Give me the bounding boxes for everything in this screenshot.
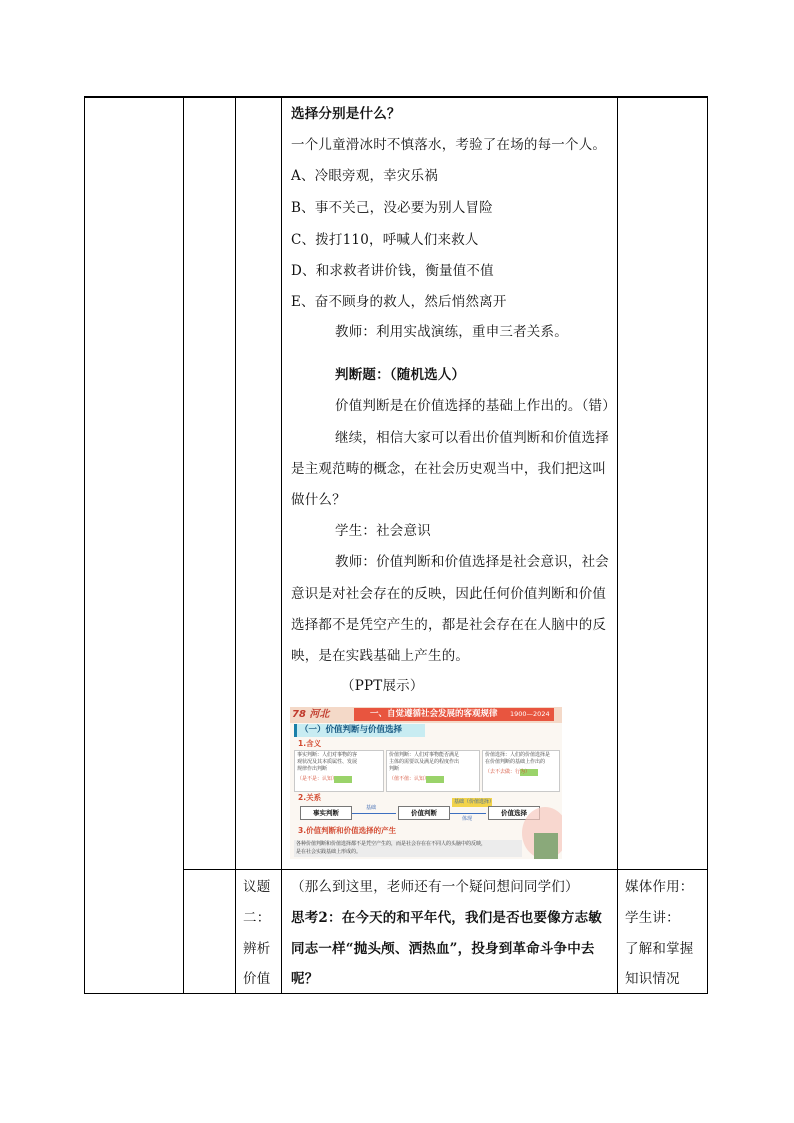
box-text: 观状况及其本质属性、发展 <box>297 759 358 765</box>
paragraph-line: 映，是在实践基础上产生的。 <box>291 648 470 664</box>
box-text: 价值选择：人们的价值选择是 <box>485 752 551 758</box>
paragraph-line: 选择都不是凭空产生的，都是社会存在在人脑中的反 <box>291 617 607 633</box>
true-false-heading: 判断题：（随机选人） <box>335 367 466 383</box>
paragraph-line: 继续，相信大家可以看出价值判断和价值选择 <box>335 430 609 446</box>
media-note: 了解和掌握 <box>625 941 694 957</box>
row2-text: 呢？ <box>291 971 319 987</box>
fact-judgement-node: 事实判断 <box>300 806 352 820</box>
slide-years: 1900—2024 <box>510 710 550 718</box>
student-answer: 学生：社会意识 <box>335 523 431 539</box>
box-text: （去不去做：行为） <box>485 769 531 775</box>
box-text: 在价值判断的基础上作出的 <box>485 759 546 765</box>
topic-label: 二： <box>243 910 271 926</box>
arrow-basis-label: 基础 <box>366 805 377 811</box>
box-text: 主体的需要以及满足的程度作出 <box>389 759 460 765</box>
slide-heading-origin: 3.价值判断和价值选择的产生 <box>298 826 397 835</box>
slide-summary-text: 各种价值判断和价值选择都不是凭空产生的，而是社会存在在不同人的头脑中的反映， <box>296 841 487 847</box>
option-b: B、事不关己，没必要为别人冒险 <box>291 200 493 216</box>
option-e: E、奋不顾身的救人，然后悄然离开 <box>291 294 507 310</box>
media-note: 知识情况 <box>625 971 680 987</box>
teacher-note: 教师：利用实战演练，重申三者关系。 <box>335 324 568 340</box>
question-text: 选择分别是什么？ <box>291 106 401 122</box>
arrow-embody-label: 体现 <box>462 816 473 822</box>
topic-label: 价值 <box>243 971 271 987</box>
slide-title: 一、自觉遵循社会发展的客观规律 <box>370 709 498 719</box>
slide-section-title: （一）价值判断与价值选择 <box>300 725 403 735</box>
ppt-caption: （PPT展示） <box>341 678 424 694</box>
paragraph-line: 是主观范畴的概念，在社会历史观当中，我们把这叫 <box>291 461 607 477</box>
box-text: 价值判断：人们对事物能否满足 <box>389 752 460 758</box>
box-text: （值不值：认知） <box>389 776 430 782</box>
topic-label: 议题 <box>243 879 271 895</box>
ppt-slide-image <box>290 707 562 859</box>
paragraph-line: 意识是对社会存在的反映，因此任何价值判断和价值 <box>291 586 607 602</box>
box-text: 判断 <box>389 766 400 772</box>
paragraph-line: 教师：价值判断和价值选择是社会意识，社会 <box>335 554 609 570</box>
box-text: （是不是：认知） <box>297 776 338 782</box>
option-a: A、冷眼旁观，幸灾乐祸 <box>291 168 438 184</box>
row2-text: 同志一样“抛头颅、洒热血”，投身到革命斗争中去 <box>291 941 595 957</box>
paragraph-line: 做什么？ <box>291 492 346 508</box>
slide-heading-relation: 2.关系 <box>298 793 322 802</box>
table-right-border <box>707 96 708 994</box>
value-judgement-node: 价值判断 <box>398 806 450 820</box>
col-divider-3 <box>281 96 282 994</box>
row2-text: （那么到这里，老师还有一个疑问想问同学们） <box>291 879 579 895</box>
table-top-border <box>84 96 708 98</box>
box-text: 规律作出判断 <box>297 766 328 772</box>
col-divider-2 <box>235 96 236 994</box>
row-divider <box>183 869 708 870</box>
media-note: 媒体作用： <box>625 879 694 895</box>
col-divider-1 <box>183 96 184 994</box>
value-choice-node: 价值选择 <box>488 806 540 820</box>
scenario-text: 一个儿童滑冰时不慎落水，考验了在场的每一个人。 <box>291 137 607 153</box>
slide-logo: 78 河北 <box>292 709 330 720</box>
option-d: D、和求救者讲价钱，衡量值不值 <box>291 263 494 279</box>
true-false-item: 价值判断是在价值选择的基础上作出的。（错） <box>335 398 616 414</box>
slide-heading-meaning: 1.含义 <box>298 739 322 748</box>
decorative-photo <box>534 833 558 859</box>
table-left-border <box>84 96 85 994</box>
table-bottom-border <box>84 993 708 994</box>
slide-summary-text: 是在社会实践基础上形成的。 <box>296 849 362 855</box>
row2-text: 思考2：在今天的和平年代，我们是否也要像方志敏 <box>291 910 602 926</box>
base-label: 基础（价值选择） <box>454 799 495 805</box>
col-divider-4 <box>617 96 618 994</box>
option-c: C、拨打110，呼喊人们来救人 <box>291 232 479 248</box>
media-note: 学生讲： <box>625 910 680 926</box>
box-text: 事实判断：人们对事物的客 <box>297 752 358 758</box>
arrow-embody <box>450 813 486 814</box>
topic-label: 辨析 <box>243 941 271 957</box>
arrow-basis <box>352 813 396 814</box>
